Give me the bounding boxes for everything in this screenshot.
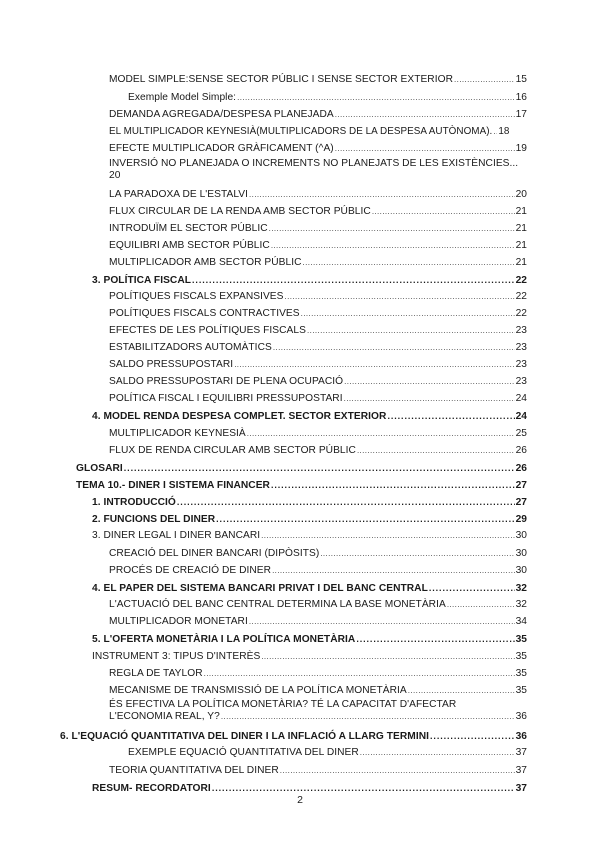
toc-entry-title: 4. MODEL RENDA DESPESA COMPLET. SECTOR EXTERIOR — [92, 411, 387, 422]
toc-leader — [320, 548, 514, 560]
toc-leader — [212, 782, 515, 794]
toc-entry[interactable] — [109, 158, 527, 182]
toc-entry-page: 18 — [498, 126, 510, 137]
toc-entry-title: FLUX CIRCULAR DE LA RENDA AMB SECTOR PÚBLIC — [109, 206, 371, 217]
toc-entry-title: EQUILIBRI AMB SECTOR PÚBLIC — [109, 240, 270, 251]
toc-leader — [285, 291, 515, 303]
toc-entry[interactable] — [109, 765, 527, 777]
toc-entry-title: RESUM- RECORDATORI — [92, 783, 211, 794]
toc-entry-page: 19 — [515, 143, 527, 154]
toc-leader — [216, 513, 514, 525]
toc-leader — [269, 223, 515, 235]
toc-entry-page: 15 — [515, 74, 527, 85]
toc-entry-title: LA PARADOXA DE L'ESTALVI — [109, 189, 249, 200]
toc-leader — [372, 206, 515, 218]
toc-leader — [272, 565, 515, 577]
toc-entry[interactable] — [109, 376, 527, 388]
toc-entry-title: MULTIPLICADOR MONETARI — [109, 616, 248, 627]
toc-entry[interactable] — [92, 496, 527, 509]
toc-entry-page: 34 — [515, 616, 527, 627]
toc-entry[interactable] — [109, 126, 527, 138]
toc-entry[interactable] — [109, 189, 527, 201]
toc-entry-title: PROCÉS DE CREACIÓ DE DINER — [109, 565, 272, 576]
toc-leader — [204, 668, 515, 680]
toc-entry-title: EFECTES DE LES POLÍTIQUES FISCALS — [109, 325, 306, 336]
toc-leader — [273, 342, 515, 354]
toc-leader — [247, 428, 515, 440]
toc-leader — [447, 599, 515, 611]
toc-entry[interactable] — [92, 530, 527, 542]
toc-leader — [249, 189, 515, 201]
toc-entry[interactable] — [92, 651, 527, 663]
toc-entry[interactable] — [92, 633, 527, 646]
toc-entry-page: 29 — [515, 514, 527, 525]
toc-entry-title: INSTRUMENT 3: TIPUS D'INTERÈS — [92, 651, 261, 662]
toc-entry-page: 35 — [515, 668, 527, 679]
toc-entry-page: 22 — [515, 291, 527, 302]
toc-entry[interactable] — [128, 747, 527, 759]
toc-entry[interactable] — [109, 565, 527, 577]
toc-leader — [221, 711, 515, 723]
toc-entry-page: 35 — [515, 651, 527, 662]
toc-entry[interactable] — [109, 699, 527, 723]
toc-entry[interactable] — [109, 257, 527, 269]
toc-entry-title-continued: L'ECONOMIA REAL, Y? — [109, 711, 220, 722]
toc-leader — [271, 240, 515, 252]
toc-entry-page: 22 — [515, 275, 527, 286]
toc-entry-title: SALDO PRESSUPOSTARI DE PLENA OCUPACIÓ — [109, 376, 344, 387]
toc-entry-page: 17 — [515, 109, 527, 120]
toc-entry[interactable] — [109, 359, 527, 371]
toc-entry-page: 21 — [515, 257, 527, 268]
toc-entry[interactable] — [109, 548, 527, 560]
toc-leader — [280, 765, 515, 777]
toc-entry-page: 30 — [515, 530, 527, 541]
toc-leader — [454, 74, 515, 86]
toc-entry[interactable] — [109, 240, 527, 252]
toc-leader — [307, 325, 515, 337]
toc-entry-page: 26 — [515, 463, 527, 474]
toc-entry-title: 3. POLÍTICA FISCAL — [92, 275, 192, 286]
toc-entry[interactable] — [92, 582, 527, 595]
toc-entry-title: MODEL SIMPLE:SENSE SECTOR PÚBLIC I SENSE SECTOR EXTERIOR — [109, 74, 453, 85]
toc-leader — [335, 109, 515, 121]
toc-leader — [234, 359, 514, 371]
toc-leader — [303, 257, 515, 269]
toc-entry[interactable] — [109, 308, 527, 320]
toc-entry-page: 27 — [515, 480, 527, 491]
toc-entry-title: CREACIÓ DEL DINER BANCARI (DIPÒSITS) — [109, 548, 320, 559]
toc-entry[interactable] — [109, 143, 527, 155]
toc-entry-page: 35 — [515, 685, 527, 696]
toc-entry-title: POLÍTIQUES FISCALS EXPANSIVES — [109, 291, 284, 302]
toc-leader — [261, 530, 514, 542]
toc-entry-title: 4. EL PAPER DEL SISTEMA BANCARI PRIVAT I DEL BANC CENTRAL — [92, 583, 428, 594]
toc-entry-page: 25 — [515, 428, 527, 439]
toc-entry-title: INVERSIÓ NO PLANEJADA O INCREMENTS NO PLANEJATS DE LES EXISTÈNCIES... — [109, 158, 519, 169]
toc-entry-page: 35 — [515, 634, 527, 645]
toc-leader — [124, 462, 515, 474]
toc-entry-title: DEMANDA AGREGADA/DESPESA PLANEJADA — [109, 109, 334, 120]
toc-entry[interactable] — [109, 668, 527, 680]
toc-entry-title: SALDO PRESSUPOSTARI — [109, 359, 234, 370]
toc-entry[interactable] — [109, 393, 527, 405]
toc-entry-page: 30 — [515, 565, 527, 576]
toc-entry-page: 23 — [515, 325, 527, 336]
toc-entry[interactable] — [92, 410, 527, 423]
toc-leader — [249, 616, 515, 628]
toc-entry-title: 5. L'OFERTA MONETÀRIA I LA POLÍTICA MONETÀRIA — [92, 634, 356, 645]
toc-entry-page: 37 — [515, 765, 527, 776]
toc-entry-page: 22 — [515, 308, 527, 319]
toc-entry-page: 24 — [515, 393, 527, 404]
toc-entry-title: REGLA DE TAYLOR — [109, 668, 203, 679]
toc-entry-title: 6. L'EQUACIÓ QUANTITATIVA DEL DINER I LA INFLACIÓ A LLARG TERMINI — [60, 731, 430, 742]
toc-entry-page: 23 — [515, 342, 527, 353]
toc-leader — [387, 410, 514, 422]
toc-leader — [271, 479, 515, 491]
page-number: 2 — [297, 794, 303, 806]
toc-entry-title: GLOSARI — [76, 463, 123, 474]
toc-entry-page: 27 — [515, 497, 527, 508]
toc-leader — [261, 651, 514, 663]
toc-entry[interactable] — [76, 479, 527, 492]
toc-entry-page: 37 — [515, 747, 527, 758]
toc-entry-page: 32 — [515, 583, 527, 594]
toc-entry-page: 36 — [515, 731, 527, 742]
toc-entry-title: 1. INTRODUCCIÓ — [92, 497, 176, 508]
toc-entry-page: 32 — [515, 599, 527, 610]
toc-entry[interactable] — [92, 513, 527, 526]
toc-entry[interactable] — [76, 462, 527, 475]
toc-leader — [192, 274, 515, 286]
toc-entry-page: 26 — [515, 445, 527, 456]
toc-entry-page: 23 — [515, 376, 527, 387]
toc-leader — [408, 685, 515, 697]
toc-entry-title: 3. DINER LEGAL I DINER BANCARI — [92, 530, 261, 541]
toc-entry-title: POLÍTIQUES FISCALS CONTRACTIVES — [109, 308, 300, 319]
toc-entry-page: 37 — [515, 783, 527, 794]
toc-entry-page: 21 — [515, 206, 527, 217]
toc-entry[interactable] — [109, 325, 527, 337]
toc-entry-title: INTRODUÏM EL SECTOR PÚBLIC — [109, 223, 268, 234]
toc-entry[interactable] — [109, 428, 527, 440]
toc-entry-title: ESTABILITZADORS AUTOMÀTICS — [109, 342, 272, 353]
toc-entry-page: 16 — [515, 92, 527, 103]
toc-entry-page: 21 — [515, 223, 527, 234]
toc-entry-page: 30 — [515, 548, 527, 559]
toc-entry[interactable] — [109, 223, 527, 235]
toc-leader — [301, 308, 515, 320]
toc-leader — [357, 445, 515, 457]
toc-entry-title: ÉS EFECTIVA LA POLÍTICA MONETÀRIA? TÉ LA CAPACITAT D'AFECTAR — [109, 699, 457, 710]
toc-leader — [493, 126, 497, 138]
toc-entry-page: 24 — [515, 411, 527, 422]
toc-entry-page: 36 — [515, 711, 527, 722]
toc-entry-title: MULTIPLICADOR KEYNESIÀ — [109, 428, 246, 439]
toc-entry-title: EFECTE MULTIPLICADOR GRÀFICAMENT (^A) — [109, 143, 334, 154]
toc-entry-page: 20 — [109, 170, 121, 181]
toc-leader — [177, 496, 515, 508]
toc-entry[interactable] — [109, 74, 527, 86]
toc-entry[interactable] — [109, 445, 527, 457]
toc-leader — [356, 633, 514, 645]
toc-entry[interactable] — [109, 291, 527, 303]
toc-leader — [344, 393, 515, 405]
toc-entry[interactable] — [60, 730, 527, 743]
toc-entry-title: FLUX DE RENDA CIRCULAR AMB SECTOR PÚBLIC — [109, 445, 356, 456]
toc-entry-title: TEORIA QUANTITATIVA DEL DINER — [109, 765, 279, 776]
toc-entry-title: EXEMPLE EQUACIÓ QUANTITATIVA DEL DINER — [128, 747, 359, 758]
toc-entry-title: EL MULTIPLICADOR KEYNESIÀ(MULTIPLICADORS DE LA DESPESA AUTÒNOMA). — [109, 126, 493, 137]
toc-entry[interactable] — [109, 206, 527, 218]
toc-entry[interactable] — [92, 274, 527, 287]
toc-leader — [335, 143, 515, 155]
toc-entry-title: POLÍTICA FISCAL I EQUILIBRI PRESSUPOSTARI — [109, 393, 343, 404]
toc-entry-title: MECANISME DE TRANSMISSIÓ DE LA POLÍTICA MONETÀRIA — [109, 685, 407, 696]
toc-entry-title: TEMA 10.- DINER I SISTEMA FINANCER — [76, 480, 270, 491]
toc-entry-title: MULTIPLICADOR AMB SECTOR PÚBLIC — [109, 257, 302, 268]
toc-leader — [430, 730, 515, 742]
toc-leader — [360, 747, 515, 759]
toc-entry-page: 20 — [515, 189, 527, 200]
toc-entry-title: 2. FUNCIONS DEL DINER — [92, 514, 216, 525]
toc-leader — [429, 582, 515, 594]
toc-leader — [237, 92, 514, 104]
toc-entry[interactable] — [128, 92, 527, 104]
toc-entry-title: Exemple Model Simple: — [128, 92, 237, 103]
toc-entry[interactable] — [109, 599, 527, 611]
toc-entry[interactable] — [109, 342, 527, 354]
toc-entry-title: L'ACTUACIÓ DEL BANC CENTRAL DETERMINA LA BASE MONETÀRIA — [109, 599, 446, 610]
toc-entry[interactable] — [109, 685, 527, 697]
toc-entry[interactable] — [109, 109, 527, 121]
toc-entry-page: 21 — [515, 240, 527, 251]
toc-leader — [344, 376, 514, 388]
toc-entry[interactable] — [109, 616, 527, 628]
toc-entry-page: 23 — [515, 359, 527, 370]
